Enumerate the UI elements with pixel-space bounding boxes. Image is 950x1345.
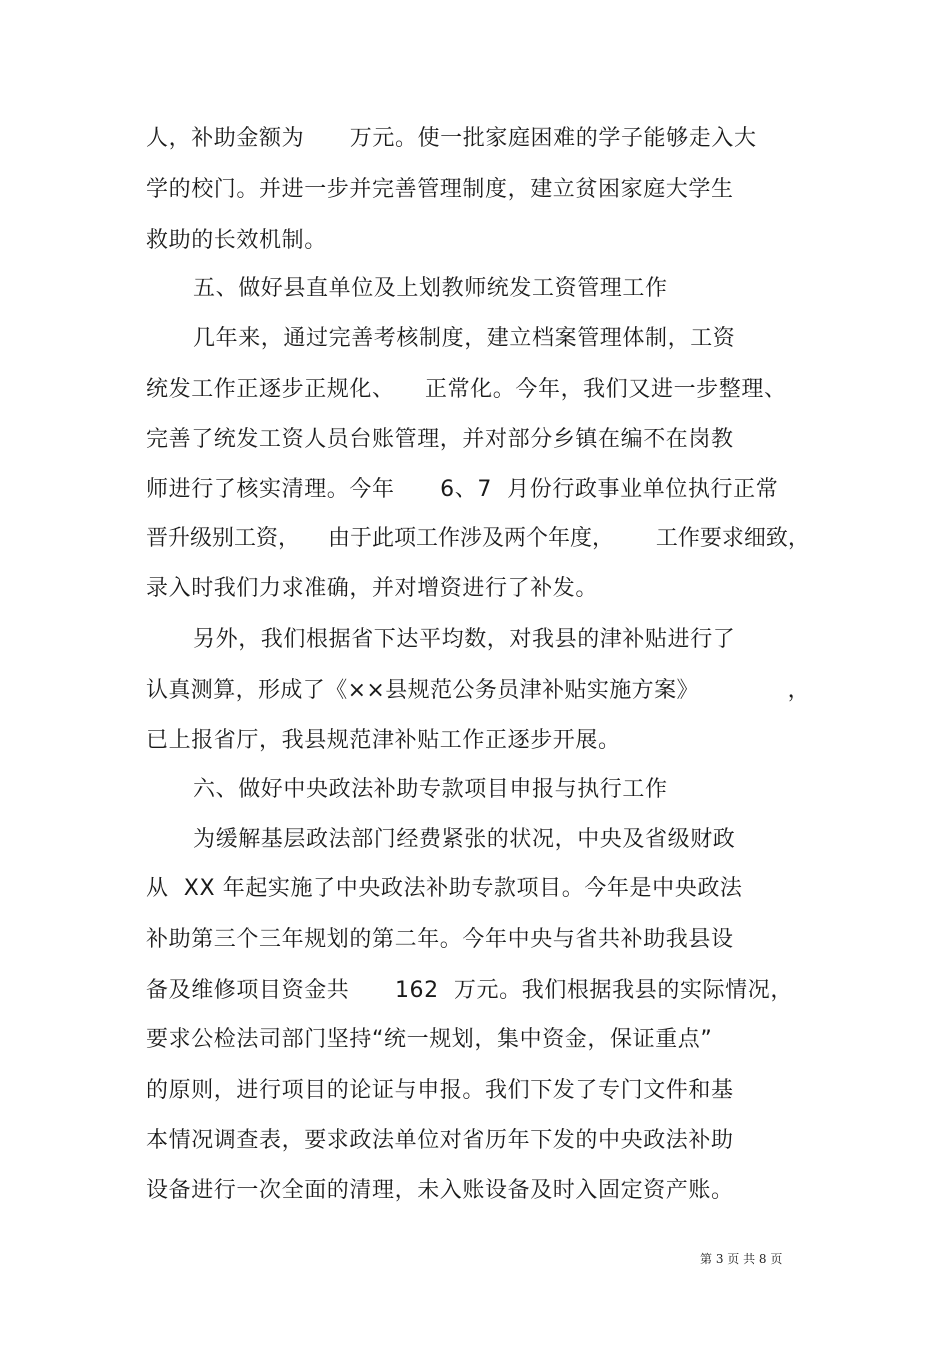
body-text-line: 本情况调查表，要求政法单位对省历年下发的中央政法补助 [146, 1128, 734, 1153]
body-text-line: 另外，我们根据省下达平均数，对我县的津补贴进行了 [193, 627, 736, 652]
body-text-line: 统发工作正逐步正规化、 正常化。今年，我们又进一步整理、 [146, 377, 787, 402]
body-text-line: 救助的长效机制。 [146, 228, 327, 253]
body-text-line: 的原则，进行项目的论证与申报。我们下发了专门文件和基 [146, 1078, 734, 1103]
body-text-line: 认真测算，形成了《××县规范公务员津补贴实施方案》 ， [146, 678, 810, 703]
body-text-line: 设备进行一次全面的清理，未入账设备及时入固定资产账。 [146, 1178, 734, 1203]
body-text-line: 学的校门。并进一步并完善管理制度，建立贫困家庭大学生 [146, 177, 734, 202]
body-text-line: 人，补助金额为 万元。使一批家庭困难的学子能够走入大 [146, 126, 757, 151]
body-text-line: 备及维修项目资金共 162 万元。我们根据我县的实际情况， [146, 978, 793, 1003]
body-text-line: 师进行了核实清理。今年 6、7 月份行政事业单位执行正常 [146, 477, 779, 502]
body-text-line: 从 XX 年起实施了中央政法补助专款项目。今年是中央政法 [146, 876, 743, 901]
body-text-line: 为缓解基层政法部门经费紧张的状况，中央及省级财政 [193, 827, 736, 852]
body-text-line: 几年来，通过完善考核制度，建立档案管理体制，工资 [193, 326, 736, 351]
body-text-line: 补助第三个三年规划的第二年。今年中央与省共补助我县设 [146, 927, 734, 952]
page-number-footer: 第 3 页 共 8 页 [700, 1252, 783, 1266]
body-text-line: 完善了统发工资人员台账管理，并对部分乡镇在编不在岗教 [146, 427, 734, 452]
body-text-line: 晋升级别工资， 由于此项工作涉及两个年度， 工作要求细致， [146, 526, 810, 551]
section-heading: 五、做好县直单位及上划教师统发工资管理工作 [193, 276, 668, 301]
body-text-line: 已上报省厅，我县规范津补贴工作正逐步开展。 [146, 728, 621, 753]
body-text-line: 要求公检法司部门坚持“统一规划，集中资金，保证重点” [146, 1027, 713, 1052]
section-heading: 六、做好中央政法补助专款项目申报与执行工作 [193, 777, 668, 802]
body-text-line: 录入时我们力求准确，并对增资进行了补发。 [146, 576, 599, 601]
